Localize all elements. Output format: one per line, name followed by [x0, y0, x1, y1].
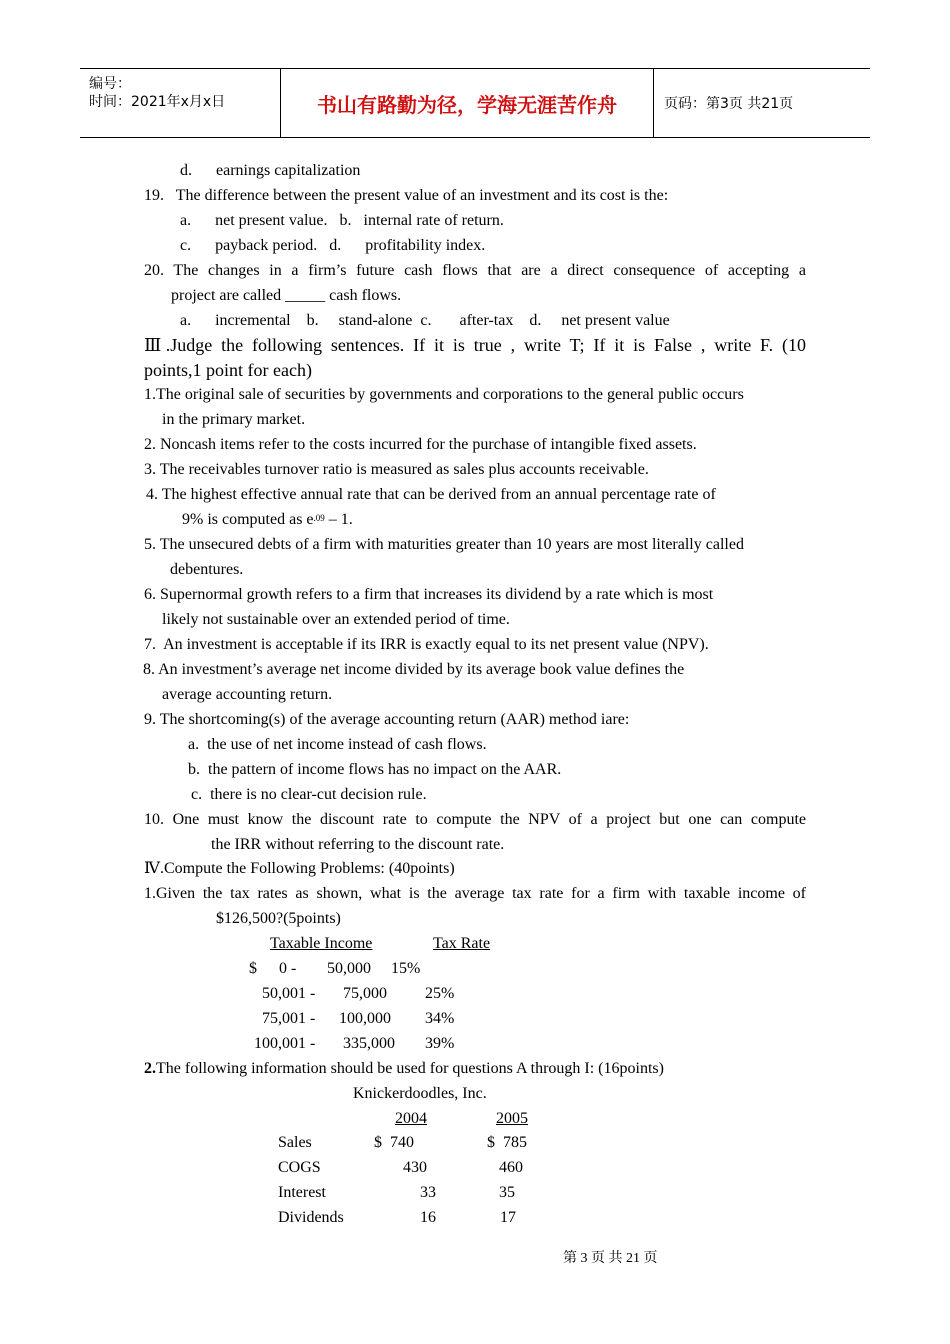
tax-row-3-rate: 34% — [425, 1010, 455, 1027]
number-label: 编号： — [89, 76, 131, 92]
tax-row-4-from: 100,001 - — [254, 1035, 316, 1052]
judge-item-4: 4. The highest effective annual rate that can be derived from an annual percentage rate of — [146, 486, 716, 503]
judge-item-9: 9. The shortcoming(s) of the average accounting return (AAR) method iare: — [144, 711, 630, 728]
fin-year-2005: 2005 — [496, 1110, 528, 1127]
q20-stem-line2: project are called _____ cash flows. — [171, 287, 402, 304]
judge-item-9-c: c. there is no clear-cut decision rule. — [191, 786, 427, 803]
fin-row-2005: $ 785 — [487, 1134, 527, 1151]
judge-item-8-cont: average accounting return. — [162, 686, 333, 703]
judge-item-10: 10. One must know the discount rate to compute the NPV of a project but one can compute — [144, 811, 806, 828]
fin-row-2005: 17 — [500, 1209, 516, 1226]
page-header — [80, 68, 870, 138]
fin-row-label: Dividends — [278, 1209, 344, 1226]
header-page-info: 页码：第3页 共21页 — [664, 96, 794, 112]
judge-item-1-cont: in the primary market. — [162, 411, 306, 428]
judge-item-4-exponent: .09 — [313, 513, 325, 523]
tax-row-4-to: 335,000 — [343, 1035, 395, 1052]
fin-row-2004: 33 — [420, 1184, 436, 1201]
tax-row-3-to: 100,000 — [339, 1010, 391, 1027]
problem1-line1: 1.Given the tax rates as shown, what is the average tax rate for a firm with taxable income of — [144, 885, 806, 902]
section4-title: Ⅳ.Compute the Following Problems: (40points) — [144, 860, 455, 877]
fin-year-2004: 2004 — [395, 1110, 427, 1127]
company-name: Knickerdoodles, Inc. — [353, 1085, 487, 1102]
problem1-line2: $126,500?(5points) — [216, 910, 341, 927]
q19-options-row2: c. payback period. d. profitability index. — [180, 237, 486, 254]
fin-row-label: COGS — [278, 1159, 321, 1176]
fin-row-2004: 16 — [420, 1209, 436, 1226]
q20-stem-line1: 20. The changes in a firm’s future cash flows that are a direct consequence of accepting a — [144, 262, 806, 279]
fin-row-label: Interest — [278, 1184, 326, 1201]
problem2-number: 2. — [144, 1060, 156, 1077]
tax-header-income: Taxable Income — [270, 935, 373, 952]
section3-title-line1: Ⅲ.Judge the following sentences. If it is true , write T; If it is False , write F. (10 — [144, 335, 806, 355]
header-motto: 书山有路勤为径，学海无涯苦作舟 — [281, 69, 654, 137]
tax-row-2-to: 75,000 — [343, 985, 387, 1002]
fin-row-2005: 35 — [499, 1184, 515, 1201]
judge-item-1: 1.The original sale of securities by governments and corporations to the general public occurs — [144, 386, 744, 403]
tax-row-4-rate: 39% — [425, 1035, 455, 1052]
tax-row-1-rate: 15% — [391, 960, 421, 977]
tax-header-rate: Tax Rate — [433, 935, 491, 952]
fin-row-label: Sales — [278, 1134, 312, 1151]
problem2-text: The following information should be used for questions A through I: (16points) — [156, 1060, 664, 1077]
page-footer: 第 3 页 共 21 页 — [563, 1251, 658, 1266]
q19-stem: 19. The difference between the present value of an investment and its cost is the: — [144, 187, 669, 204]
judge-item-3: 3. The receivables turnover ratio is measured as sales plus accounts receivable. — [144, 461, 649, 478]
judge-item-6: 6. Supernormal growth refers to a firm that increases its dividend by a rate which is most — [144, 586, 714, 603]
judge-item-4-formula-base: 9% is computed as e — [182, 511, 314, 528]
tax-row-2-rate: 25% — [425, 985, 455, 1002]
q20-options: a. incremental b. stand-alone c. after-tax d. net present value — [180, 312, 670, 329]
section3-title-line2: points,1 point for each) — [144, 360, 312, 380]
fin-row-2004: $ 740 — [374, 1134, 414, 1151]
fin-row-2005: 460 — [499, 1159, 523, 1176]
option-d-text: earnings capitalization — [216, 162, 361, 179]
judge-item-5: 5. The unsecured debts of a firm with maturities greater than 10 years are most literally called — [144, 536, 744, 553]
judge-item-4-formula-tail: – 1. — [324, 511, 353, 528]
time-label: 时间：2021年x月x日 — [89, 94, 226, 110]
problem2-line — [144, 1059, 664, 1079]
q19-options-row1: a. net present value. b. internal rate of return. — [180, 212, 504, 229]
judge-item-4-cont — [182, 510, 353, 530]
header-meta — [80, 69, 281, 137]
option-d-label: d. — [180, 162, 192, 179]
fin-row-2004: 430 — [403, 1159, 427, 1176]
judge-item-10-cont: the IRR without referring to the discount rate. — [211, 836, 505, 853]
tax-row-1-currency: $ — [249, 960, 257, 977]
tax-row-1-to: 50,000 — [327, 960, 371, 977]
judge-item-7: 7. An investment is acceptable if its IRR is exactly equal to its net present value (NPV). — [144, 636, 709, 653]
judge-item-9-a: a. the use of net income instead of cash flows. — [188, 736, 487, 753]
tax-row-1-from: 0 - — [279, 960, 297, 977]
judge-item-5-cont: debentures. — [170, 561, 244, 578]
judge-item-9-b: b. the pattern of income flows has no impact on the AAR. — [188, 761, 562, 778]
judge-item-6-cont: likely not sustainable over an extended period of time. — [162, 611, 510, 628]
judge-item-8: 8. An investment’s average net income divided by its average book value defines the — [143, 661, 685, 678]
tax-row-2-from: 50,001 - — [262, 985, 316, 1002]
judge-item-2: 2. Noncash items refer to the costs incurred for the purchase of intangible fixed assets. — [144, 436, 697, 453]
tax-row-3-from: 75,001 - — [262, 1010, 316, 1027]
